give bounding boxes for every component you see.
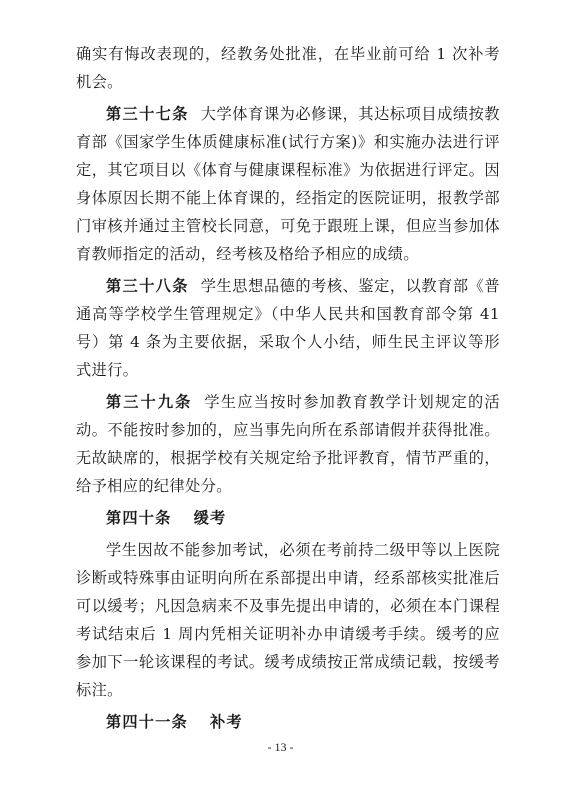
- page-number: - 13 -: [267, 740, 294, 754]
- article-37-text: 大学体育课为必修课，其达标项目成绩按教育部《国家学生体质健康标准(试行方案)》和实施办法进行评定，其它项目以《体育与健康课程标准》为依据进行评定。因身体原因长期不能上体育课的，经指定的医院证明，报教学部门审核并通过主管校长同意，可免于跟班上课，但应当参加体育教师指定的活动，经考核及格给予相应的成绩。: [76, 105, 501, 263]
- article-40-number: 第四十条: [106, 509, 172, 527]
- article-38-number: 第三十八条: [106, 277, 189, 295]
- article-37-paragraph: [76, 100, 500, 268]
- article-41-title: 补考: [209, 713, 243, 731]
- article-37-number: 第三十七条: [106, 105, 189, 123]
- article-40-heading: [76, 504, 500, 532]
- article-40-title: 缓考: [193, 509, 227, 527]
- article-39-text: 学生应当按时参加教育教学计划规定的活动。不能按时参加的，应当事先向所在系部请假并获得批准。无故缺席的，根据学校有关规定给予批评教育，情节严重的，给予相应的纪律处分。: [76, 393, 501, 495]
- article-40-body: 学生因故不能参加考试，必须在考前持二级甲等以上医院诊断或特殊事由证明向所在系部提出申请，经系部核实批准后可以缓考；凡因急病来不及事先提出申请的，必须在本门课程考试结束后 1 周内凭相关证明补办申请缓考手续。缓考的应参加下一轮该课程的考试。缓考成绩按正常成绩记载，按缓考标注。: [76, 541, 500, 699]
- article-41-heading: [76, 708, 500, 736]
- article-39-number: 第三十九条: [106, 393, 193, 411]
- article-39-paragraph: [76, 388, 500, 500]
- continuation-paragraph: 确实有悔改表现的，经教务处批准，在毕业前可给 1 次补考机会。: [76, 45, 500, 91]
- document-body: [76, 40, 500, 740]
- article-41-number: 第四十一条: [106, 713, 188, 731]
- article-38-text: 学生思想品德的考核、鉴定，以教育部《普通高等学校学生管理规定》（中华人民共和国教育部令第 41 号）第 4 条为主要依据，采取个人小结，师生民主评议等形式进行。: [76, 277, 501, 379]
- article-38-paragraph: [76, 272, 500, 384]
